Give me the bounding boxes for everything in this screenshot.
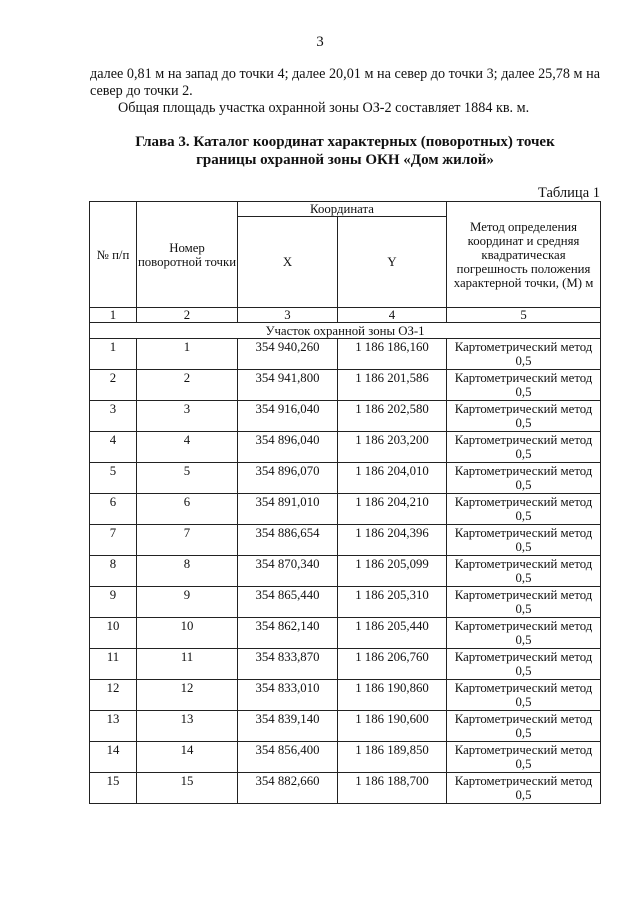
cell-row-number: 11 [90, 649, 137, 680]
cell-point-number: 8 [137, 556, 238, 587]
cell-point-number: 4 [137, 432, 238, 463]
cell-row-number: 2 [90, 370, 137, 401]
table-row [90, 742, 601, 773]
method-error: 0,5 [515, 478, 532, 492]
cell-row-number: 4 [90, 432, 137, 463]
cell-method [447, 742, 601, 773]
cell-row-number: 5 [90, 463, 137, 494]
method-error: 0,5 [515, 788, 532, 802]
cell-y: 1 186 188,700 [338, 773, 447, 804]
method-error: 0,5 [515, 385, 532, 399]
table-row [90, 494, 601, 525]
method-error: 0,5 [515, 416, 532, 430]
cell-x: 354 856,400 [238, 742, 338, 773]
cell-point-number: 1 [137, 339, 238, 370]
cell-method [447, 773, 601, 804]
column-number-row [90, 308, 601, 323]
cell-point-number: 2 [137, 370, 238, 401]
cell-point-number: 7 [137, 525, 238, 556]
table-row [90, 711, 601, 742]
cell-row-number: 1 [90, 339, 137, 370]
cell-row-number: 7 [90, 525, 137, 556]
cell-method [447, 339, 601, 370]
method-name: Картометрический метод [454, 495, 593, 509]
column-number: 2 [137, 308, 238, 323]
table-header-row [90, 202, 601, 217]
cell-x: 354 941,800 [238, 370, 338, 401]
cell-y: 1 186 205,440 [338, 618, 447, 649]
table-row [90, 649, 601, 680]
chapter-heading-line-2: границы охранной зоны ОКН «Дом жилой» [196, 152, 494, 168]
cell-y: 1 186 189,850 [338, 742, 447, 773]
cell-method [447, 494, 601, 525]
method-error: 0,5 [515, 571, 532, 585]
method-error: 0,5 [515, 726, 532, 740]
cell-y: 1 186 204,396 [338, 525, 447, 556]
method-name: Картометрический метод [454, 712, 593, 726]
cell-x: 354 896,040 [238, 432, 338, 463]
method-error: 0,5 [515, 695, 532, 709]
chapter-heading-line-1: Глава 3. Каталог координат характерных (поворотных) точек [135, 134, 555, 150]
column-number: 1 [90, 308, 137, 323]
table-body [90, 339, 601, 804]
column-number: 4 [338, 308, 447, 323]
table-row [90, 680, 601, 711]
method-name: Картометрический метод [454, 588, 593, 602]
cell-x: 354 940,260 [238, 339, 338, 370]
header-x: X [238, 217, 338, 308]
cell-method [447, 525, 601, 556]
cell-row-number: 3 [90, 401, 137, 432]
cell-point-number: 3 [137, 401, 238, 432]
method-name: Картометрический метод [454, 402, 593, 416]
method-name: Картометрический метод [454, 371, 593, 385]
cell-method [447, 401, 601, 432]
cell-x: 354 865,440 [238, 587, 338, 618]
cell-x: 354 891,010 [238, 494, 338, 525]
column-number: 3 [238, 308, 338, 323]
cell-row-number: 12 [90, 680, 137, 711]
cell-x: 354 839,140 [238, 711, 338, 742]
cell-point-number: 14 [137, 742, 238, 773]
table-row [90, 587, 601, 618]
cell-point-number: 5 [137, 463, 238, 494]
cell-y: 1 186 186,160 [338, 339, 447, 370]
cell-y: 1 186 204,010 [338, 463, 447, 494]
table-row [90, 773, 601, 804]
cell-y: 1 186 190,600 [338, 711, 447, 742]
coordinates-table [89, 201, 601, 804]
cell-point-number: 9 [137, 587, 238, 618]
table-row [90, 432, 601, 463]
table-caption: Таблица 1 [537, 185, 600, 201]
page-number: 3 [316, 34, 324, 50]
method-error: 0,5 [515, 447, 532, 461]
cell-method [447, 587, 601, 618]
table-row [90, 401, 601, 432]
chapter-heading [90, 133, 600, 169]
cell-y: 1 186 205,099 [338, 556, 447, 587]
method-name: Картометрический метод [454, 340, 593, 354]
cell-method [447, 711, 601, 742]
cell-row-number: 13 [90, 711, 137, 742]
cell-row-number: 8 [90, 556, 137, 587]
cell-x: 354 916,040 [238, 401, 338, 432]
paragraph-continuation: далее 0,81 м на запад до точки 4; далее 20,01 м на север до точки 3; далее 25,78 м на север до точки 2. [90, 66, 600, 99]
cell-method [447, 680, 601, 711]
table-row [90, 525, 601, 556]
header-method: Метод определения координат и средняя квадратическая погрешность положения характерной точки, (M) м [447, 202, 601, 308]
cell-y: 1 186 205,310 [338, 587, 447, 618]
cell-y: 1 186 202,580 [338, 401, 447, 432]
cell-y: 1 186 190,860 [338, 680, 447, 711]
paragraph-total-area: Общая площадь участка охранной зоны ОЗ-2 составляет 1884 кв. м. [118, 100, 530, 116]
method-error: 0,5 [515, 633, 532, 647]
cell-point-number: 15 [137, 773, 238, 804]
cell-x: 354 886,654 [238, 525, 338, 556]
column-number: 5 [447, 308, 601, 323]
cell-row-number: 9 [90, 587, 137, 618]
cell-x: 354 833,010 [238, 680, 338, 711]
header-coords: Координата [238, 202, 447, 217]
method-error: 0,5 [515, 509, 532, 523]
table-row [90, 370, 601, 401]
method-name: Картометрический метод [454, 526, 593, 540]
method-error: 0,5 [515, 354, 532, 368]
cell-x: 354 896,070 [238, 463, 338, 494]
method-error: 0,5 [515, 540, 532, 554]
table-row [90, 618, 601, 649]
section-title: Участок охранной зоны ОЗ-1 [90, 323, 601, 339]
header-y: Y [338, 217, 447, 308]
cell-method [447, 618, 601, 649]
method-name: Картометрический метод [454, 557, 593, 571]
cell-point-number: 13 [137, 711, 238, 742]
header-point: Номер поворотной точки [137, 202, 238, 308]
method-name: Картометрический метод [454, 464, 593, 478]
table-row [90, 463, 601, 494]
method-error: 0,5 [515, 602, 532, 616]
cell-x: 354 870,340 [238, 556, 338, 587]
method-error: 0,5 [515, 664, 532, 678]
cell-method [447, 463, 601, 494]
cell-y: 1 186 203,200 [338, 432, 447, 463]
cell-x: 354 882,660 [238, 773, 338, 804]
cell-row-number: 15 [90, 773, 137, 804]
cell-point-number: 10 [137, 618, 238, 649]
cell-x: 354 862,140 [238, 618, 338, 649]
cell-method [447, 556, 601, 587]
method-name: Картометрический метод [454, 619, 593, 633]
cell-row-number: 6 [90, 494, 137, 525]
method-name: Картометрический метод [454, 650, 593, 664]
cell-method [447, 649, 601, 680]
cell-row-number: 10 [90, 618, 137, 649]
cell-y: 1 186 206,760 [338, 649, 447, 680]
cell-method [447, 370, 601, 401]
method-name: Картометрический метод [454, 681, 593, 695]
table-row [90, 556, 601, 587]
cell-point-number: 6 [137, 494, 238, 525]
cell-x: 354 833,870 [238, 649, 338, 680]
cell-point-number: 11 [137, 649, 238, 680]
method-name: Картометрический метод [454, 433, 593, 447]
method-name: Картометрический метод [454, 774, 593, 788]
header-num: № п/п [90, 202, 137, 308]
cell-y: 1 186 204,210 [338, 494, 447, 525]
cell-point-number: 12 [137, 680, 238, 711]
section-row [90, 323, 601, 339]
cell-method [447, 432, 601, 463]
table-row [90, 339, 601, 370]
method-name: Картометрический метод [454, 743, 593, 757]
cell-y: 1 186 201,586 [338, 370, 447, 401]
method-error: 0,5 [515, 757, 532, 771]
cell-row-number: 14 [90, 742, 137, 773]
